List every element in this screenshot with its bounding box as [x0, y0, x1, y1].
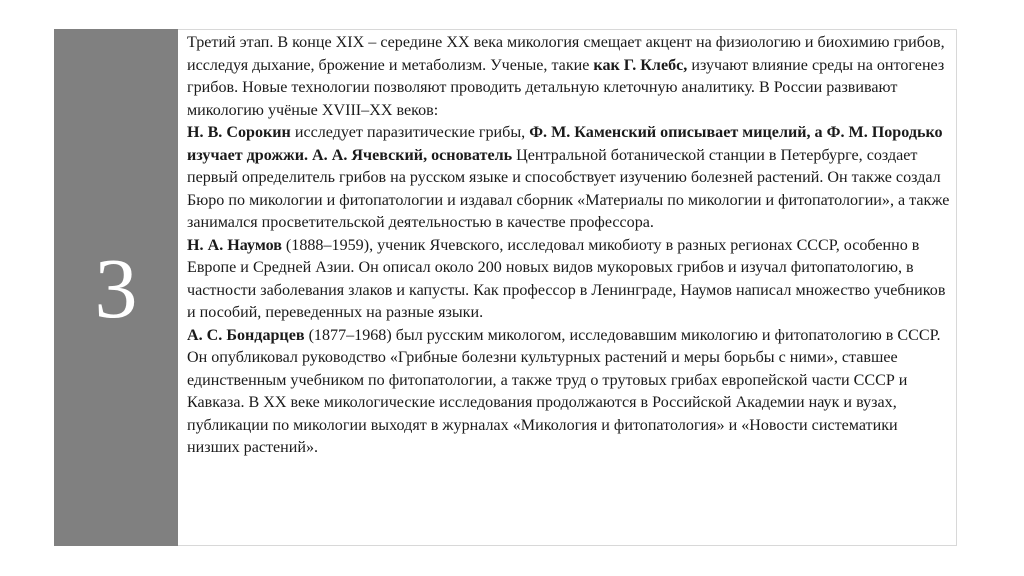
slide-number-panel: [54, 29, 178, 546]
bold-text-run: Н. В. Сорокин: [187, 124, 291, 141]
text-run: исследует паразитические грибы,: [290, 124, 530, 141]
bold-text-run: как Г. Клебс,: [593, 56, 688, 74]
paragraph-sorokin: [187, 122, 951, 235]
slide-number: 3: [94, 239, 138, 336]
text-run: (1877–1968) был русским микологом, исследовавшим микологию и фитопатологию в СССР. Он опубликовал руководство «Грибные болезни культурных растений и меры борьбы с ними», ставшее единственным учебником по фитопатологии, а также труд о трутовых грибах европейской части СССР и Кавказа. В XX веке микологические исследования продолжаются в Российской Академии наук и вузах, публикации по микологии выходят в журналах «Микология и фитопатология» и «Новости систематики низших растений».: [187, 326, 941, 456]
bold-text-run: А. С. Бондарцев: [187, 326, 305, 344]
text-run: изучают влияние среды на онтогенез грибов. Новые технологии позволяют проводить детальную клеточную аналитику. В России развивают микологию учёные XVIII–XX веков:: [187, 56, 945, 119]
text-run: Третий этап. В конце XIX – середине XX века микология смещает акцент на физиологию и биохимию грибов, исследуя дыхание, брожение и метаболизм. Ученые, такие: [187, 34, 945, 74]
text-run: (1888–1959), ученик Ячевского, исследовал микобиоту в разных регионах СССР, особенно в Европе и Средней Азии. Он описал около 200 новых видов мукоровых грибов и изучал фитопатологию, в частности заболевания злаков и капусты. Как профессор в Ленинграде, Наумов написал множество учебников и пособий, переведенных на разные языки.: [187, 236, 946, 321]
paragraph-stage-three: [187, 32, 951, 122]
bold-text-run: Н. А. Наумов: [187, 236, 282, 254]
slide-text-block: [187, 32, 951, 542]
text-run: Центральной ботанической станции в Петербурге, создает первый определитель грибов на русском языке и способствует изучению болезней растений. Он также создал Бюро по микологии и фитопатологии и издавал сборник «Материалы по микологии и фитопатологии», а также занимался просветительской деятельностью в качестве профессора.: [187, 146, 950, 231]
paragraph-naumov: [187, 235, 951, 325]
paragraph-bondartsev: [187, 325, 951, 460]
bold-text-run: Ф. М. Каменский описывает мицелий, а Ф. М. Породько изучает дрожжи. А. А. Ячевский, основатель: [187, 124, 943, 164]
